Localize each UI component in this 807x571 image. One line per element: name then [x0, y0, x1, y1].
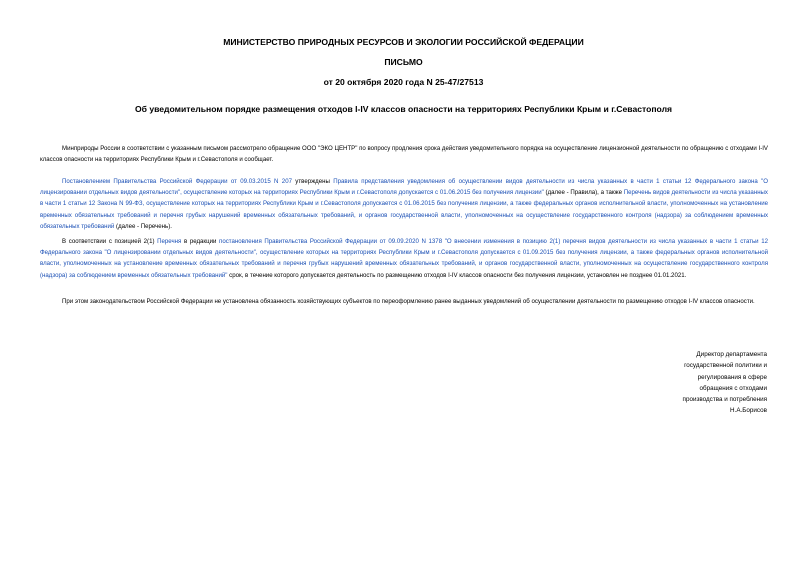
- activity-list-link[interactable]: Перечень видов деятельности из числа указанных в части 1 статьи 12 Закона N 99-ФЗ, осуществление которых на территориях Республики Крым и г.Севастополя допускается с 01.06.2015 без получения лицензии, а также федеральных органов исполнительной власти, уполномоченных на установление временных обязательных требований и перечня грубых нарушений временных обязательных требований, и органов государственной власти, уполномоченных на осуществление государственного контроля (надзора) за соблюдением временных обязательных требований: [40, 189, 768, 230]
- signatory-name: Н.А.Борисов: [730, 407, 767, 415]
- rules-link[interactable]: Правила представления уведомления об осуществлении видов деятельности из числа указанных в части 1 статьи 12 Федерального закона "О лицензировании отдельных видов деятельности", осуществление которых на территориях Республики Крым и г.Севастополя допускается с 01.06.2015 без получения лицензии": [40, 178, 768, 197]
- paragraph-2-text-3: (далее - Перечень).: [114, 222, 172, 230]
- paragraph-4: При этом законодательством Российской Федерации не установлена обязанность хозяйствующих субъектов по переоформлению ранее выданных уведомлений об осуществлении деятельности по размещению отходов I-IV классов опасности.: [62, 298, 755, 305]
- document-date-number: от 20 октября 2020 года N 25-47/27513: [323, 77, 484, 87]
- paragraph-3: [40, 236, 768, 281]
- signature-line: регулирования в сфере: [697, 373, 767, 381]
- paragraph-3-text-1: В соответствии с позицией 2(1): [62, 238, 158, 245]
- resolution-1378-link[interactable]: постановления Правительства Российской Федерации от 09.09.2020 N 1378 "О внесении изменения в позицию 2(1) перечня видов деятельности из числа указанных в части 1 статьи 12 Федерального закона "О лицензировании отдельных видов деятельности", осуществление которых на территориях Республики Крым и г.Севастополя допускается с 01.09.2015 без получения лицензии, а также федеральных органов исполнительной власти, уполномоченных на установление временных обязательных требований и перечня грубых нарушений временных обязательных требований, и органов государственной власти, уполномоченных на осуществление государственного контроля (надзора) за соблюдением временных обязательных требований": [40, 238, 769, 279]
- paragraph-2-text-2: (далее - Правила), а также: [543, 189, 624, 197]
- document-subject: Об уведомительном порядке размещения отходов I-IV классов опасности на территориях Республики Крым и г.Севастополя: [134, 104, 673, 114]
- document-type: ПИСЬМО: [384, 57, 423, 67]
- signature-line: Директор департамента: [696, 351, 767, 358]
- paragraph-2-text-1: утверждены: [291, 178, 334, 185]
- list-link[interactable]: Перечня: [157, 238, 182, 245]
- signature-line: производства и потребления: [682, 396, 767, 404]
- signature-line: обращения с отходами: [699, 384, 767, 392]
- resolution-207-link[interactable]: Постановлением Правительства Российской Федерации от 09.03.2015 N 207: [62, 178, 292, 185]
- paragraph-3-text-3: срок, в течение которого допускается деятельность по размещению отходов I-IV классов опасности без получения лицензии, установлен не позднее 01.01.2021.: [227, 271, 687, 279]
- ministry-title: МИНИСТЕРСТВО ПРИРОДНЫХ РЕСУРСОВ И ЭКОЛОГИИ РОССИЙСКОЙ ФЕДЕРАЦИИ: [223, 37, 584, 47]
- paragraph-2: [40, 176, 768, 232]
- signature-block: [657, 349, 767, 417]
- paragraph-1: Минприроды России в соответствии с указанным письмом рассмотрело обращение ООО "ЭКО ЦЕНТР" по вопросу продления срока действия уведомительного порядка на осуществление лицензионной деятельности по обращению с отходами I-IV классов опасности на территориях Республики Крым и г.Севастополя и сообщает.: [40, 145, 768, 164]
- paragraph-3-text-2: в редакции: [181, 238, 220, 245]
- signature-line: государственной политики и: [684, 362, 767, 370]
